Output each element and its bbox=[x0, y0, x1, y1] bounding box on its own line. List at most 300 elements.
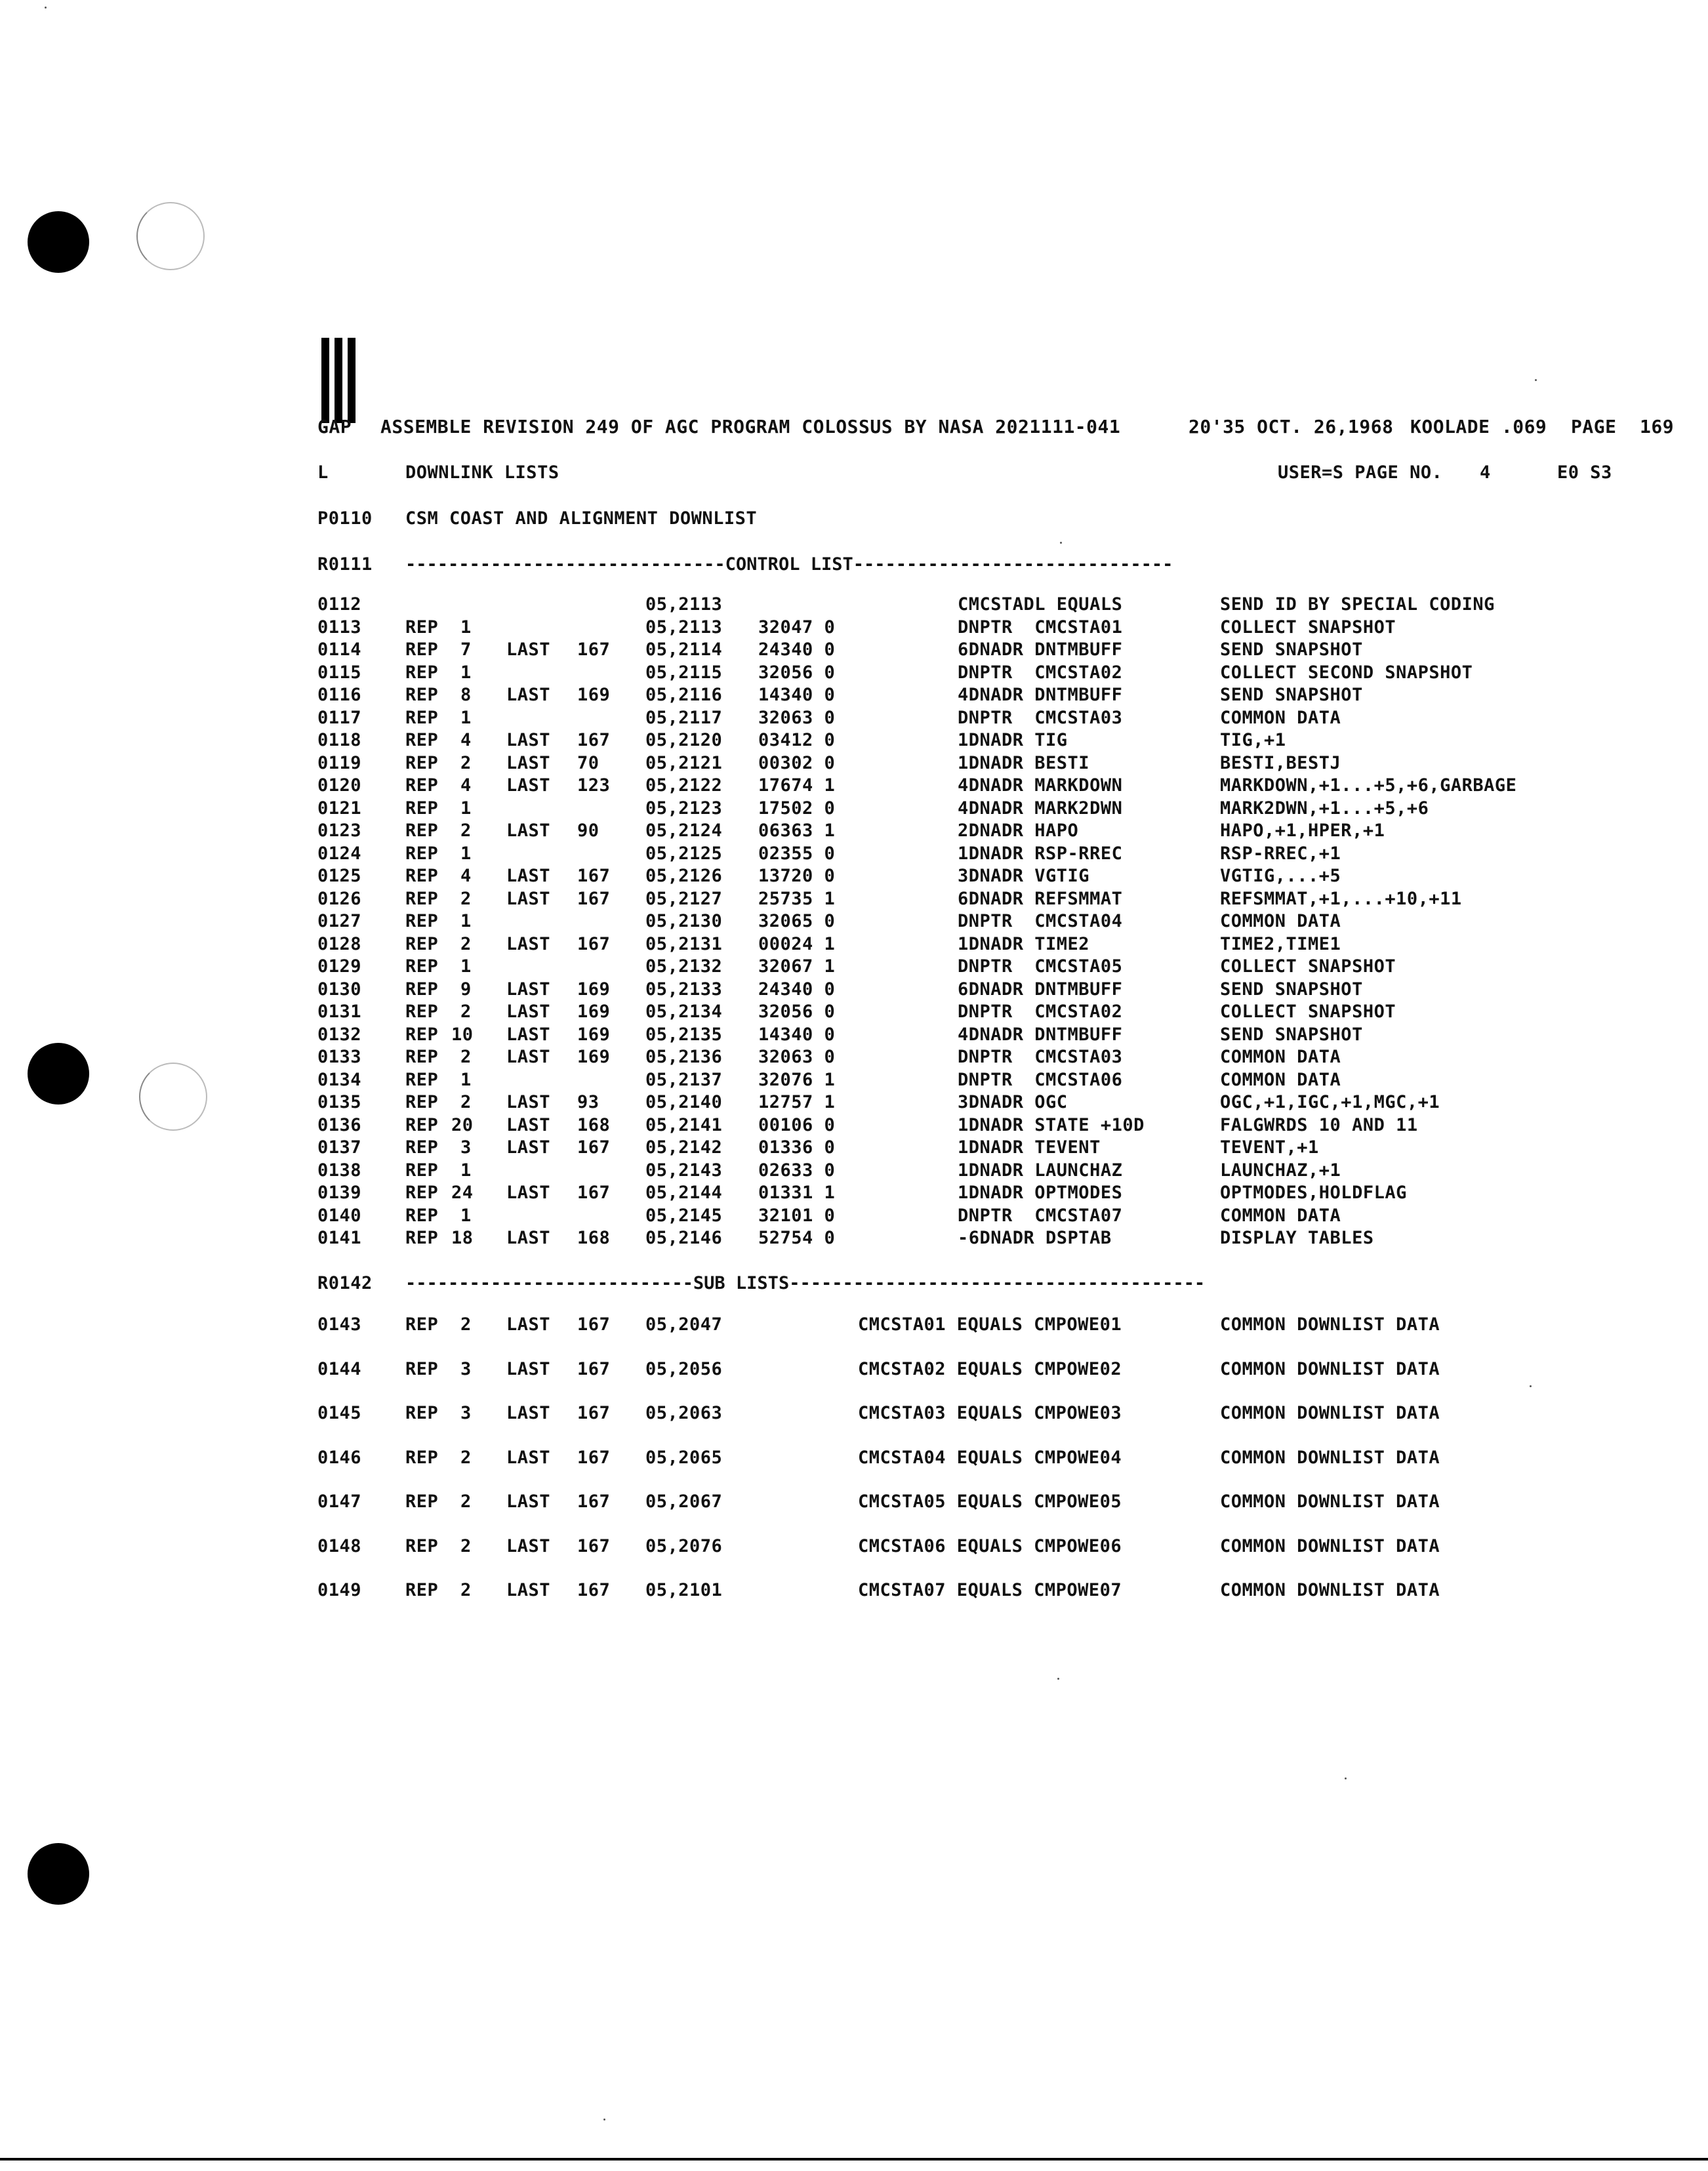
sub-row-rep: REP bbox=[405, 1535, 439, 1556]
control-row-line: 0121 bbox=[317, 798, 362, 819]
control-row-lv: 93 bbox=[577, 1092, 600, 1112]
sub-row-lv: 167 bbox=[577, 1491, 611, 1512]
sub-row-rep: REP bbox=[405, 1403, 439, 1423]
control-row-comment: TIME2,TIME1 bbox=[1220, 933, 1341, 954]
control-row-line: 0118 bbox=[317, 730, 362, 750]
binder-hole-lower bbox=[28, 1843, 89, 1905]
control-row-oct: 32056 0 bbox=[758, 1002, 836, 1022]
sub-row-n: 2 bbox=[460, 1535, 472, 1556]
control-row-rep: REP bbox=[405, 1092, 439, 1112]
control-row-last: LAST bbox=[506, 1114, 551, 1135]
sub-row-tag: CMCSTA06 EQUALS CMPOWE06 bbox=[858, 1535, 1122, 1556]
user-page-number: 4 bbox=[1480, 462, 1491, 483]
control-row-oct: 32076 1 bbox=[758, 1069, 836, 1090]
user-page-label: USER=S PAGE NO. bbox=[1278, 462, 1443, 483]
sub-divider: ---------------------------SUB LISTS--------------------------------------- bbox=[405, 1273, 1206, 1293]
registration-bar-2 bbox=[335, 338, 342, 423]
registration-bar-3 bbox=[348, 338, 356, 423]
control-row-line: 0136 bbox=[317, 1114, 362, 1135]
control-row-rep: REP bbox=[405, 617, 439, 638]
control-row-rep: REP bbox=[405, 866, 439, 886]
control-row-n: 2 bbox=[460, 933, 472, 954]
sub-row-comment: COMMON DOWNLIST DATA bbox=[1220, 1491, 1440, 1512]
control-row-addr: 05,2126 bbox=[645, 866, 723, 886]
control-row-addr: 05,2132 bbox=[645, 956, 723, 977]
sub-row-addr: 05,2056 bbox=[645, 1358, 723, 1379]
control-row-rep: REP bbox=[405, 821, 439, 841]
control-row-oct: 01331 1 bbox=[758, 1183, 836, 1203]
control-row-comment: COMMON DATA bbox=[1220, 707, 1341, 728]
control-row-addr: 05,2140 bbox=[645, 1092, 723, 1112]
control-row-rep: REP bbox=[405, 1069, 439, 1090]
control-row-line: 0131 bbox=[317, 1002, 362, 1022]
control-row-n: 2 bbox=[460, 752, 472, 773]
control-row-n: 1 bbox=[460, 1205, 472, 1226]
control-row-oct: 00302 0 bbox=[758, 752, 836, 773]
sub-row-lv: 167 bbox=[577, 1314, 611, 1335]
sub-row-rep: REP bbox=[405, 1358, 439, 1379]
scan-speck bbox=[603, 2119, 605, 2120]
sub-row-line: 0147 bbox=[317, 1491, 362, 1512]
sub-row-line: 0146 bbox=[317, 1447, 362, 1468]
control-row-rep: REP bbox=[405, 1047, 439, 1067]
control-row-addr: 05,2116 bbox=[645, 685, 723, 705]
control-row-line: 0135 bbox=[317, 1092, 362, 1112]
control-row-oct: 01336 0 bbox=[758, 1137, 836, 1158]
control-row-n: 4 bbox=[460, 730, 472, 750]
control-row-oct: 32065 0 bbox=[758, 911, 836, 931]
control-row-tag: DNPTR CMCSTA03 bbox=[958, 707, 1123, 728]
sub-row-n: 2 bbox=[460, 1447, 472, 1468]
binder-hole-ring-middle bbox=[139, 1063, 207, 1131]
control-row-lv: 167 bbox=[577, 639, 611, 660]
control-row-lv: 167 bbox=[577, 1137, 611, 1158]
control-row-oct: 13720 0 bbox=[758, 866, 836, 886]
control-row-comment: HAPO,+1,HPER,+1 bbox=[1220, 821, 1385, 841]
control-row-tag: 4DNADR DNTMBUFF bbox=[958, 1024, 1123, 1045]
control-row-addr: 05,2142 bbox=[645, 1137, 723, 1158]
control-row-lv: 123 bbox=[577, 775, 611, 796]
control-row-comment: SEND SNAPSHOT bbox=[1220, 979, 1363, 1000]
control-row-rep: REP bbox=[405, 956, 439, 977]
control-row-comment: COLLECT SECOND SNAPSHOT bbox=[1220, 662, 1473, 683]
control-row-tag: -6DNADR DSPTAB bbox=[958, 1228, 1112, 1248]
control-row-last: LAST bbox=[506, 1002, 551, 1022]
control-divider-id: R0111 bbox=[317, 554, 373, 575]
sub-row-comment: COMMON DOWNLIST DATA bbox=[1220, 1314, 1440, 1335]
control-row-oct: 02355 0 bbox=[758, 843, 836, 864]
control-row-oct: 32063 0 bbox=[758, 707, 836, 728]
scan-speck bbox=[1057, 1678, 1059, 1680]
control-row-line: 0124 bbox=[317, 843, 362, 864]
control-row-line: 0125 bbox=[317, 866, 362, 886]
control-row-tag: DNPTR CMCSTA03 bbox=[958, 1047, 1123, 1067]
list-title: CSM COAST AND ALIGNMENT DOWNLIST bbox=[405, 508, 758, 529]
control-row-n: 2 bbox=[460, 1092, 472, 1112]
control-row-last: LAST bbox=[506, 730, 551, 750]
control-row-last: LAST bbox=[506, 1228, 551, 1248]
control-row-n: 7 bbox=[460, 639, 472, 660]
control-row-tag: 6DNADR REFSMMAT bbox=[958, 888, 1123, 909]
control-row-comment: TEVENT,+1 bbox=[1220, 1137, 1319, 1158]
control-row-n: 4 bbox=[460, 775, 472, 796]
section-title: DOWNLINK LISTS bbox=[405, 462, 559, 483]
control-row-addr: 05,2125 bbox=[645, 843, 723, 864]
control-row-rep: REP bbox=[405, 1114, 439, 1135]
scan-speck bbox=[45, 7, 47, 9]
control-row-n: 2 bbox=[460, 1002, 472, 1022]
sub-row-last: LAST bbox=[506, 1403, 551, 1423]
control-row-oct: 32056 0 bbox=[758, 662, 836, 683]
control-row-addr: 05,2122 bbox=[645, 775, 723, 796]
control-row-last: LAST bbox=[506, 979, 551, 1000]
control-row-line: 0127 bbox=[317, 911, 362, 931]
scan-speck bbox=[1535, 379, 1537, 381]
control-row-rep: REP bbox=[405, 1002, 439, 1022]
sub-row-last: LAST bbox=[506, 1314, 551, 1335]
control-row-line: 0139 bbox=[317, 1183, 362, 1203]
control-row-addr: 05,2137 bbox=[645, 1069, 723, 1090]
control-row-last: LAST bbox=[506, 1137, 551, 1158]
control-row-n: 3 bbox=[460, 1137, 472, 1158]
control-row-last: LAST bbox=[506, 639, 551, 660]
scan-speck bbox=[1530, 1385, 1532, 1387]
control-row-tag: 6DNADR DNTMBUFF bbox=[958, 639, 1123, 660]
control-row-tag: 1DNADR TEVENT bbox=[958, 1137, 1101, 1158]
control-row-addr: 05,2123 bbox=[645, 798, 723, 819]
sub-row-last: LAST bbox=[506, 1358, 551, 1379]
control-row-rep: REP bbox=[405, 662, 439, 683]
control-row-oct: 32101 0 bbox=[758, 1205, 836, 1226]
sub-row-rep: REP bbox=[405, 1447, 439, 1468]
control-row-tag: DNPTR CMCSTA01 bbox=[958, 617, 1123, 638]
control-row-oct: 24340 0 bbox=[758, 639, 836, 660]
control-row-rep: REP bbox=[405, 730, 439, 750]
control-row-rep: REP bbox=[405, 911, 439, 931]
control-row-lv: 167 bbox=[577, 933, 611, 954]
control-row-rep: REP bbox=[405, 1183, 439, 1203]
binder-hole-top bbox=[28, 211, 89, 273]
control-row-addr: 05,2114 bbox=[645, 639, 723, 660]
control-row-lv: 167 bbox=[577, 888, 611, 909]
sub-row-addr: 05,2065 bbox=[645, 1447, 723, 1468]
control-row-addr: 05,2130 bbox=[645, 911, 723, 931]
control-row-rep: REP bbox=[405, 1024, 439, 1045]
log-letter: L bbox=[317, 462, 329, 483]
control-row-rep: REP bbox=[405, 752, 439, 773]
sub-row-rep: REP bbox=[405, 1580, 439, 1600]
control-row-addr: 05,2113 bbox=[645, 594, 723, 615]
control-row-last: LAST bbox=[506, 1183, 551, 1203]
control-row-oct: 03412 0 bbox=[758, 730, 836, 750]
control-row-n: 1 bbox=[460, 707, 472, 728]
control-row-tag: 2DNADR HAPO bbox=[958, 821, 1079, 841]
control-row-comment: OGC,+1,IGC,+1,MGC,+1 bbox=[1220, 1092, 1440, 1112]
control-row-comment: TIG,+1 bbox=[1220, 730, 1286, 750]
control-row-n: 9 bbox=[460, 979, 472, 1000]
control-row-lv: 167 bbox=[577, 730, 611, 750]
binder-hole-middle bbox=[28, 1043, 89, 1105]
sub-row-line: 0144 bbox=[317, 1358, 362, 1379]
control-row-lv: 169 bbox=[577, 979, 611, 1000]
control-row-comment: COLLECT SNAPSHOT bbox=[1220, 1002, 1396, 1022]
sub-row-line: 0149 bbox=[317, 1580, 362, 1600]
sub-row-rep: REP bbox=[405, 1491, 439, 1512]
control-row-n: 18 bbox=[451, 1228, 474, 1248]
control-row-addr: 05,2134 bbox=[645, 1002, 723, 1022]
sub-row-comment: COMMON DOWNLIST DATA bbox=[1220, 1358, 1440, 1379]
control-row-oct: 24340 0 bbox=[758, 979, 836, 1000]
header-koolade: KOOLADE .069 bbox=[1410, 416, 1547, 437]
control-row-line: 0116 bbox=[317, 685, 362, 705]
control-row-rep: REP bbox=[405, 979, 439, 1000]
control-row-comment: FALGWRDS 10 AND 11 bbox=[1220, 1114, 1418, 1135]
control-row-n: 1 bbox=[460, 911, 472, 931]
control-row-oct: 52754 0 bbox=[758, 1228, 836, 1248]
scan-speck bbox=[1345, 1777, 1347, 1779]
control-row-n: 2 bbox=[460, 888, 472, 909]
control-row-addr: 05,2121 bbox=[645, 752, 723, 773]
control-row-rep: REP bbox=[405, 1160, 439, 1181]
control-row-n: 24 bbox=[451, 1183, 474, 1203]
control-row-oct: 00024 1 bbox=[758, 933, 836, 954]
control-divider: ------------------------------CONTROL LIST------------------------------ bbox=[405, 554, 1173, 575]
control-row-last: LAST bbox=[506, 821, 551, 841]
header-assemble: ASSEMBLE REVISION 249 OF AGC PROGRAM COLOSSUS BY NASA 2021111-041 bbox=[380, 416, 1121, 437]
control-row-rep: REP bbox=[405, 798, 439, 819]
control-row-line: 0137 bbox=[317, 1137, 362, 1158]
control-row-last: LAST bbox=[506, 685, 551, 705]
control-row-addr: 05,2135 bbox=[645, 1024, 723, 1045]
binder-hole-ring-top bbox=[136, 202, 205, 270]
sub-row-comment: COMMON DOWNLIST DATA bbox=[1220, 1447, 1440, 1468]
sub-row-n: 2 bbox=[460, 1580, 472, 1600]
control-row-oct: 06363 1 bbox=[758, 821, 836, 841]
control-row-addr: 05,2143 bbox=[645, 1160, 723, 1181]
control-row-last: LAST bbox=[506, 1092, 551, 1112]
sub-row-lv: 167 bbox=[577, 1447, 611, 1468]
control-row-tag: DNPTR CMCSTA06 bbox=[958, 1069, 1123, 1090]
control-row-line: 0140 bbox=[317, 1205, 362, 1226]
control-row-line: 0138 bbox=[317, 1160, 362, 1181]
control-row-lv: 169 bbox=[577, 1002, 611, 1022]
control-row-oct: 32047 0 bbox=[758, 617, 836, 638]
sub-row-tag: CMCSTA05 EQUALS CMPOWE05 bbox=[858, 1491, 1122, 1512]
control-row-n: 1 bbox=[460, 843, 472, 864]
control-row-comment: COMMON DATA bbox=[1220, 1069, 1341, 1090]
control-row-addr: 05,2120 bbox=[645, 730, 723, 750]
control-row-comment: REFSMMAT,+1,...+10,+11 bbox=[1220, 888, 1462, 909]
control-row-tag: 1DNADR TIG bbox=[958, 730, 1068, 750]
control-row-tag: 1DNADR TIME2 bbox=[958, 933, 1090, 954]
control-row-rep: REP bbox=[405, 1228, 439, 1248]
sub-row-n: 2 bbox=[460, 1491, 472, 1512]
control-row-oct: 02633 0 bbox=[758, 1160, 836, 1181]
control-row-line: 0128 bbox=[317, 933, 362, 954]
control-row-n: 1 bbox=[460, 798, 472, 819]
control-row-rep: REP bbox=[405, 707, 439, 728]
sub-row-lv: 167 bbox=[577, 1403, 611, 1423]
control-row-lv: 169 bbox=[577, 685, 611, 705]
control-row-addr: 05,2133 bbox=[645, 979, 723, 1000]
eo-code: E0 S3 bbox=[1557, 462, 1612, 483]
control-row-tag: DNPTR CMCSTA05 bbox=[958, 956, 1123, 977]
control-row-comment: OPTMODES,HOLDFLAG bbox=[1220, 1183, 1407, 1203]
header-page-number: 169 bbox=[1640, 416, 1675, 437]
sub-row-last: LAST bbox=[506, 1491, 551, 1512]
sub-row-n: 3 bbox=[460, 1358, 472, 1379]
control-row-line: 0120 bbox=[317, 775, 362, 796]
control-row-line: 0117 bbox=[317, 707, 362, 728]
control-row-line: 0132 bbox=[317, 1024, 362, 1045]
control-row-lv: 169 bbox=[577, 1047, 611, 1067]
control-row-line: 0123 bbox=[317, 821, 362, 841]
control-row-last: LAST bbox=[506, 888, 551, 909]
control-row-line: 0133 bbox=[317, 1047, 362, 1067]
control-row-last: LAST bbox=[506, 1024, 551, 1045]
control-row-addr: 05,2141 bbox=[645, 1114, 723, 1135]
control-row-tag: 3DNADR VGTIG bbox=[958, 866, 1090, 886]
sub-row-rep: REP bbox=[405, 1314, 439, 1335]
control-row-tag: DNPTR CMCSTA04 bbox=[958, 911, 1123, 931]
control-row-tag: 1DNADR STATE +10D bbox=[958, 1114, 1145, 1135]
control-row-n: 20 bbox=[451, 1114, 474, 1135]
sub-row-addr: 05,2076 bbox=[645, 1535, 723, 1556]
scan-speck bbox=[1060, 542, 1062, 544]
header-datetime: 20'35 OCT. 26,1968 bbox=[1189, 416, 1394, 437]
control-row-line: 0115 bbox=[317, 662, 362, 683]
sub-row-n: 3 bbox=[460, 1403, 472, 1423]
control-row-line: 0134 bbox=[317, 1069, 362, 1090]
control-row-line: 0114 bbox=[317, 639, 362, 660]
control-row-comment: COMMON DATA bbox=[1220, 1205, 1341, 1226]
control-row-oct: 17502 0 bbox=[758, 798, 836, 819]
control-row-comment: COLLECT SNAPSHOT bbox=[1220, 956, 1396, 977]
control-row-lv: 167 bbox=[577, 866, 611, 886]
sub-row-addr: 05,2067 bbox=[645, 1491, 723, 1512]
control-row-last: LAST bbox=[506, 1047, 551, 1067]
control-row-addr: 05,2136 bbox=[645, 1047, 723, 1067]
control-row-n: 1 bbox=[460, 617, 472, 638]
sub-row-comment: COMMON DOWNLIST DATA bbox=[1220, 1535, 1440, 1556]
control-row-rep: REP bbox=[405, 639, 439, 660]
control-row-n: 1 bbox=[460, 1160, 472, 1181]
control-row-tag: 1DNADR LAUNCHAZ bbox=[958, 1160, 1123, 1181]
control-row-tag: 6DNADR DNTMBUFF bbox=[958, 979, 1123, 1000]
control-row-n: 2 bbox=[460, 821, 472, 841]
control-row-comment: SEND ID BY SPECIAL CODING bbox=[1220, 594, 1495, 615]
control-row-lv: 168 bbox=[577, 1114, 611, 1135]
bottom-edge bbox=[0, 2158, 1708, 2161]
sub-row-lv: 167 bbox=[577, 1580, 611, 1600]
sub-row-tag: CMCSTA04 EQUALS CMPOWE04 bbox=[858, 1447, 1122, 1468]
control-row-tag: CMCSTADL EQUALS bbox=[958, 594, 1123, 615]
control-row-line: 0112 bbox=[317, 594, 362, 615]
sub-row-line: 0148 bbox=[317, 1535, 362, 1556]
control-row-last: LAST bbox=[506, 775, 551, 796]
control-row-tag: DNPTR CMCSTA07 bbox=[958, 1205, 1123, 1226]
control-row-lv: 70 bbox=[577, 752, 600, 773]
header-prefix: GAP bbox=[317, 416, 352, 437]
registration-bar-1 bbox=[321, 338, 329, 423]
sub-row-line: 0143 bbox=[317, 1314, 362, 1335]
control-row-rep: REP bbox=[405, 1137, 439, 1158]
sub-row-last: LAST bbox=[506, 1447, 551, 1468]
sub-row-lv: 167 bbox=[577, 1358, 611, 1379]
control-row-lv: 167 bbox=[577, 1183, 611, 1203]
sub-divider-id: R0142 bbox=[317, 1273, 373, 1293]
control-row-rep: REP bbox=[405, 685, 439, 705]
control-row-addr: 05,2127 bbox=[645, 888, 723, 909]
control-row-addr: 05,2115 bbox=[645, 662, 723, 683]
control-row-comment: COMMON DATA bbox=[1220, 911, 1341, 931]
control-row-rep: REP bbox=[405, 888, 439, 909]
control-row-n: 10 bbox=[451, 1024, 474, 1045]
sub-row-addr: 05,2063 bbox=[645, 1403, 723, 1423]
control-row-line: 0129 bbox=[317, 956, 362, 977]
control-row-tag: 1DNADR OPTMODES bbox=[958, 1183, 1123, 1203]
control-row-tag: 4DNADR MARK2DWN bbox=[958, 798, 1123, 819]
control-row-lv: 169 bbox=[577, 1024, 611, 1045]
control-row-lv: 168 bbox=[577, 1228, 611, 1248]
control-row-tag: 1DNADR RSP-RREC bbox=[958, 843, 1123, 864]
control-row-rep: REP bbox=[405, 933, 439, 954]
sub-row-addr: 05,2047 bbox=[645, 1314, 723, 1335]
control-row-tag: 4DNADR DNTMBUFF bbox=[958, 685, 1123, 705]
control-row-rep: REP bbox=[405, 775, 439, 796]
sub-row-comment: COMMON DOWNLIST DATA bbox=[1220, 1403, 1440, 1423]
sub-row-tag: CMCSTA07 EQUALS CMPOWE07 bbox=[858, 1580, 1122, 1600]
control-row-addr: 05,2144 bbox=[645, 1183, 723, 1203]
sub-row-tag: CMCSTA03 EQUALS CMPOWE03 bbox=[858, 1403, 1122, 1423]
control-row-oct: 32063 0 bbox=[758, 1047, 836, 1067]
control-row-n: 1 bbox=[460, 1069, 472, 1090]
control-row-comment: MARKDOWN,+1...+5,+6,GARBAGE bbox=[1220, 775, 1517, 796]
control-row-tag: 1DNADR BESTI bbox=[958, 752, 1090, 773]
control-row-oct: 14340 0 bbox=[758, 685, 836, 705]
control-row-oct: 00106 0 bbox=[758, 1114, 836, 1135]
control-row-oct: 17674 1 bbox=[758, 775, 836, 796]
control-row-lv: 90 bbox=[577, 821, 600, 841]
sub-row-tag: CMCSTA01 EQUALS CMPOWE01 bbox=[858, 1314, 1122, 1335]
control-row-rep: REP bbox=[405, 1205, 439, 1226]
control-row-addr: 05,2131 bbox=[645, 933, 723, 954]
control-row-comment: DISPLAY TABLES bbox=[1220, 1228, 1374, 1248]
list-id: P0110 bbox=[317, 508, 373, 529]
control-row-oct: 12757 1 bbox=[758, 1092, 836, 1112]
control-row-comment: RSP-RREC,+1 bbox=[1220, 843, 1341, 864]
control-row-line: 0126 bbox=[317, 888, 362, 909]
control-row-comment: VGTIG,...+5 bbox=[1220, 866, 1341, 886]
control-row-last: LAST bbox=[506, 933, 551, 954]
control-row-oct: 25735 1 bbox=[758, 888, 836, 909]
control-row-line: 0113 bbox=[317, 617, 362, 638]
control-row-tag: DNPTR CMCSTA02 bbox=[958, 662, 1123, 683]
control-row-addr: 05,2117 bbox=[645, 707, 723, 728]
sub-row-tag: CMCSTA02 EQUALS CMPOWE02 bbox=[858, 1358, 1122, 1379]
control-row-tag: 3DNADR OGC bbox=[958, 1092, 1068, 1112]
header-page-label: PAGE bbox=[1571, 416, 1617, 437]
control-row-line: 0119 bbox=[317, 752, 362, 773]
control-row-comment: COLLECT SNAPSHOT bbox=[1220, 617, 1396, 638]
control-row-n: 2 bbox=[460, 1047, 472, 1067]
control-row-addr: 05,2124 bbox=[645, 821, 723, 841]
control-row-n: 1 bbox=[460, 956, 472, 977]
control-row-oct: 14340 0 bbox=[758, 1024, 836, 1045]
control-row-tag: 4DNADR MARKDOWN bbox=[958, 775, 1123, 796]
control-row-last: LAST bbox=[506, 752, 551, 773]
control-row-addr: 05,2145 bbox=[645, 1205, 723, 1226]
